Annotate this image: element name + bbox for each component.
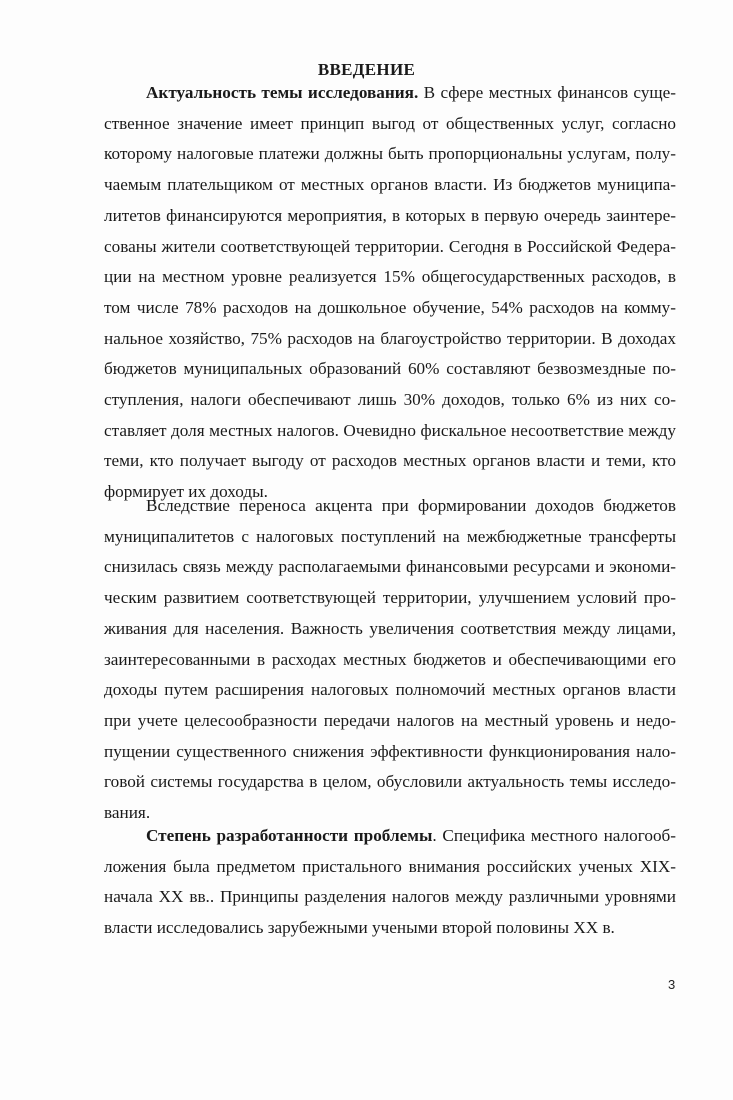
page-heading: ВВЕДЕНИЕ xyxy=(317,60,416,79)
paragraph-line: власти исследовались зарубежными учеными второй половины XX в. xyxy=(104,918,615,938)
paragraph-line: ственное значение имеет принцип выгод от общественных услуг, согласно xyxy=(104,113,676,133)
paragraph-line: ции на местном уровне реализуется 15% общегосударственных расходов, в xyxy=(104,267,676,287)
paragraph-lead: Актуальность темы исследования. xyxy=(146,83,419,102)
paragraph-line: муниципалитетов с налоговых поступлений на межбюджетные трансферты xyxy=(104,526,676,546)
paragraph-line: теми, кто получает выгоду от расходов местных органов власти и теми, кто xyxy=(104,451,676,471)
paragraph-line: снизилась связь между располагаемыми финансовыми ресурсами и экономи- xyxy=(104,557,676,577)
paragraph-line: начала XX вв.. Принципы разделения налогов между различными уровнями xyxy=(104,887,676,907)
paragraph-relevance xyxy=(104,78,676,508)
paragraph-research-degree xyxy=(104,821,676,944)
page-number: 3 xyxy=(668,977,676,992)
paragraph-lead: Степень разработанности проблемы xyxy=(146,826,433,845)
paragraph-transfers xyxy=(104,491,676,829)
paragraph-line: сованы жители соответствующей территории. Сегодня в Российской Федера- xyxy=(104,236,676,256)
paragraph-line: ческим развитием соответствующей территории, улучшением условий про- xyxy=(104,588,676,608)
paragraph-line: ложения была предметом пристального внимания российских ученых XIX- xyxy=(104,856,676,876)
paragraph-line: формирует их доходы. xyxy=(104,482,268,502)
paragraph-line: заинтересованными в расходах местных бюджетов и обеспечивающими его xyxy=(104,649,676,669)
paragraph-line: Степень разработанности проблемы. Специфика местного налогооб- xyxy=(146,826,677,845)
paragraph-line: нальное хозяйство, 75% расходов на благоустройство территории. В доходах xyxy=(104,328,676,348)
paragraph-line: ступления, налоги обеспечивают лишь 30% доходов, только 6% из них со- xyxy=(104,390,676,410)
paragraph-line: чаемым плательщиком от местных органов власти. Из бюджетов муниципа- xyxy=(104,175,676,195)
paragraph-line: ставляет доля местных налогов. Очевидно фискальное несоответствие между xyxy=(104,420,676,440)
paragraph-line: при учете целесообразности передачи налогов на местный уровень и недо- xyxy=(104,710,676,730)
paragraph-line: которому налоговые платежи должны быть пропорциональны услугам, полу- xyxy=(104,144,676,164)
paragraph-line: говой системы государства в целом, обусловили актуальность темы исследо- xyxy=(104,772,676,792)
paragraph-line: литетов финансируются мероприятия, в которых в первую очередь заинтере- xyxy=(104,205,676,225)
paragraph-line: бюджетов муниципальных образований 60% составляют безвозмездные по- xyxy=(104,359,676,379)
paragraph-line: том числе 78% расходов на дошкольное обучение, 54% расходов на комму- xyxy=(104,297,676,317)
paragraph-line: вания. xyxy=(104,803,151,823)
paragraph-line: доходы путем расширения налоговых полномочий местных органов власти xyxy=(104,680,676,700)
paragraph-line: Вследствие переноса акцента при формировании доходов бюджетов xyxy=(146,496,676,515)
paragraph-line: живания для населения. Важность увеличения соответствия между лицами, xyxy=(104,618,676,638)
paragraph-line: Актуальность темы исследования. В сфере местных финансов суще- xyxy=(146,83,677,102)
paragraph-line: пущении существенного снижения эффективности функционирования нало- xyxy=(104,741,676,761)
